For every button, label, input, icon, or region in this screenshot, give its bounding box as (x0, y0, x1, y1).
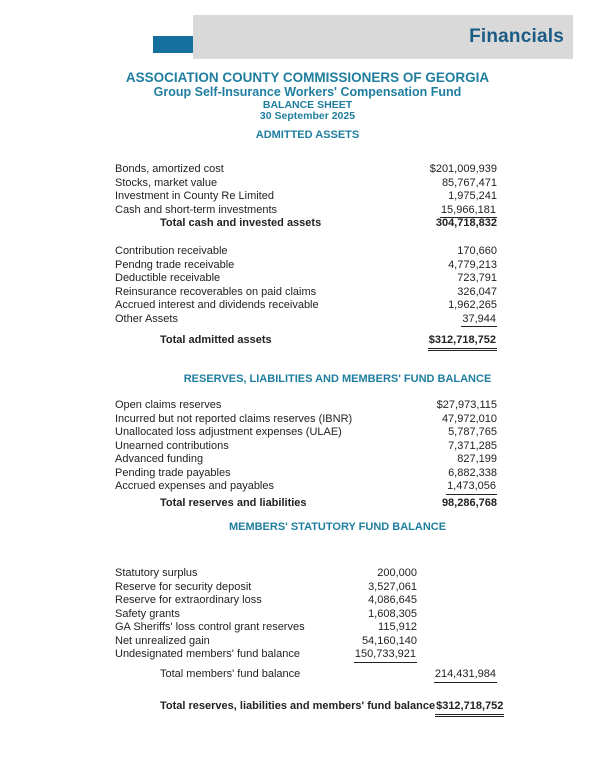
row-value: 85,767,471 (441, 176, 497, 189)
row-value-underlined: 214,431,984 (434, 668, 497, 683)
total-row-admitted-assets (115, 334, 497, 348)
row-value: 4,086,645 (368, 594, 417, 606)
row-label: Reinsurance recoverables on paid claims (115, 285, 317, 298)
row-value-underlined: 1,473,056 (446, 480, 497, 495)
row-value: 4,779,213 (448, 258, 497, 271)
row-label: Advanced funding (115, 453, 204, 465)
row-value: 1,962,265 (448, 299, 497, 311)
table-row (115, 413, 497, 427)
row-value-underlined: 15,966,181 (440, 204, 497, 219)
row-label: Pendng trade receivable (115, 258, 235, 271)
row-label: Net unrealized gain (115, 634, 210, 647)
row-value: 6,882,338 (448, 466, 497, 479)
row-label: Unallocated loss adjustment expenses (ULAE) (115, 426, 342, 438)
table-row (115, 259, 497, 273)
row-value: 47,972,010 (441, 412, 497, 425)
row-value: $27,973,115 (436, 399, 497, 411)
row-label: Undesignated members' fund balance (115, 648, 300, 660)
report-title-block (115, 71, 500, 122)
grand-total-row (115, 700, 504, 714)
table-row (115, 313, 497, 327)
row-value: $201,009,939 (429, 163, 497, 175)
table-row (115, 648, 417, 662)
row-label: Safety grants (115, 607, 180, 620)
table-row (115, 272, 497, 286)
row-label: Total admitted assets (160, 334, 272, 346)
table-row (115, 190, 497, 204)
row-label: Total cash and invested assets (160, 217, 322, 229)
grand-total (115, 700, 504, 714)
row-label: Unearned contributions (115, 439, 229, 452)
table-row (115, 204, 497, 218)
total-members-fund (115, 668, 497, 682)
table-row (115, 581, 417, 595)
header-banner (193, 15, 573, 59)
assets-group-invested (115, 163, 497, 231)
row-value: 723,791 (457, 272, 497, 284)
financials-tab-label: Financials (469, 26, 564, 47)
row-label: Total members' fund balance (160, 668, 301, 680)
table-row (115, 440, 497, 454)
report-type: BALANCE SHEET (262, 99, 353, 111)
row-label: Reserve for extraordinary loss (115, 594, 262, 606)
row-value: 3,527,061 (368, 580, 417, 593)
row-label: Bonds, amortized cost (115, 163, 224, 175)
total-row-members-fund (115, 668, 497, 682)
logo-block (153, 36, 193, 53)
liabilities-group (115, 399, 497, 494)
row-value-underlined: 37,944 (461, 313, 497, 328)
table-row (115, 177, 497, 191)
row-label: Accrued expenses and payables (115, 480, 274, 492)
table-row (115, 594, 417, 608)
fund-name: Group Self-Insurance Workers' Compensation Fund (153, 85, 462, 99)
row-value: 98,286,768 (441, 497, 497, 509)
row-value: 5,787,765 (448, 426, 497, 438)
row-value: 326,047 (457, 285, 497, 298)
row-label: Statutory surplus (115, 567, 198, 579)
section-heading-reserves-liabilities: RESERVES, LIABILITIES AND MEMBERS' FUND BALANCE (183, 373, 492, 385)
row-value: 7,371,285 (448, 439, 497, 452)
table-row (115, 286, 497, 300)
report-date: 30 September 2025 (259, 110, 356, 122)
table-row (115, 635, 417, 649)
table-row (115, 567, 417, 581)
table-row (115, 621, 417, 635)
members-fund-group (115, 567, 417, 662)
row-value: 170,660 (457, 245, 497, 257)
row-label: GA Sheriffs' loss control grant reserves (115, 621, 305, 633)
table-row (115, 299, 497, 313)
subtotal-row-cash-invested (115, 217, 497, 231)
organization-name: ASSOCIATION COUNTY COMMISSIONERS OF GEORGIA (125, 70, 490, 85)
row-value: 115,912 (378, 621, 417, 633)
row-label: Stocks, market value (115, 176, 218, 189)
row-label: Accrued interest and dividends receivable (115, 299, 319, 311)
table-row (115, 426, 497, 440)
section-heading-admitted-assets: ADMITTED ASSETS (255, 129, 360, 141)
row-label: Reserve for security deposit (115, 580, 252, 593)
table-row (115, 480, 497, 494)
row-value: 304,718,832 (435, 217, 497, 229)
table-row (115, 399, 497, 413)
row-label: Open claims reserves (115, 399, 222, 411)
row-value-double-underlined: $312,718,752 (435, 700, 504, 717)
section-heading-members-statutory-fund: MEMBERS' STATUTORY FUND BALANCE (228, 521, 447, 533)
total-admitted-assets (115, 334, 497, 348)
row-label: Other Assets (115, 312, 178, 325)
table-row (115, 467, 497, 481)
table-row (115, 608, 417, 622)
assets-group-receivables (115, 245, 497, 326)
row-value: 200,000 (377, 567, 417, 579)
row-label: Cash and short-term investments (115, 203, 278, 216)
table-row (115, 245, 497, 259)
row-label: Total reserves and liabilities (160, 497, 307, 509)
row-label: Total reserves, liabilities and members' fund balance (160, 700, 436, 712)
total-reserves-liabilities (115, 497, 497, 511)
table-row (115, 163, 497, 177)
total-row-reserves-liabilities (115, 497, 497, 511)
row-value-underlined: 150,733,921 (354, 648, 417, 663)
row-value: 827,199 (457, 453, 497, 465)
row-label: Contribution receivable (115, 245, 228, 257)
row-value: 1,975,241 (448, 190, 497, 202)
row-value-double-underlined: $312,718,752 (428, 334, 497, 351)
row-label: Investment in County Re Limited (115, 190, 274, 202)
row-label: Deductible receivable (115, 272, 221, 284)
row-value: 54,160,140 (361, 634, 417, 647)
row-label: Incurred but not reported claims reserves (IBNR) (115, 412, 353, 425)
row-value: 1,608,305 (368, 607, 417, 620)
table-row (115, 453, 497, 467)
row-label: Pending trade payables (115, 466, 231, 479)
